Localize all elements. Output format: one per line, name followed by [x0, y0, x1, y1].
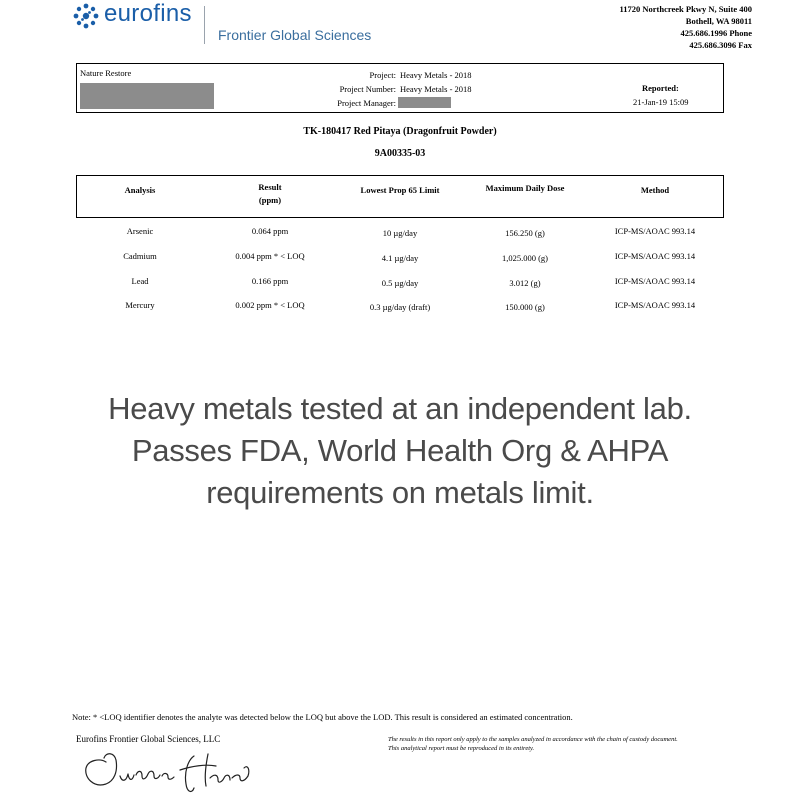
col-header-max-dose: Maximum Daily Dose: [485, 183, 565, 193]
cell-result: 0.002 ppm * < LOQ: [235, 300, 305, 310]
address-line: 11720 Northcreek Pkwy N, Suite 400: [619, 4, 752, 14]
logo-divider: [204, 6, 205, 44]
cell-limit: 0.3 µg/day (draft): [369, 302, 431, 312]
company-name: Eurofins Frontier Global Sciences, LLC: [76, 734, 221, 744]
cell-limit: 10 µg/day: [382, 228, 418, 238]
cell-dose: 3.012 (g): [509, 278, 541, 288]
table-row: [0, 276, 800, 290]
project-value: Heavy Metals - 2018: [400, 70, 472, 80]
brand-name: eurofins: [104, 0, 192, 27]
project-values: [400, 68, 472, 96]
sub-brand: Frontier Global Sciences: [218, 27, 372, 43]
col-header-analysis: Analysis: [124, 185, 156, 195]
project-number-value: Heavy Metals - 2018: [400, 84, 472, 94]
redacted-client-address: [80, 83, 214, 109]
statement-line: requirements on metals limit.: [206, 475, 594, 510]
redacted-project-manager: [398, 97, 451, 108]
cell-analysis: Cadmium: [123, 251, 157, 261]
eurofins-logo-icon: [73, 3, 99, 29]
col-header-method: Method: [640, 185, 670, 195]
cell-result: 0.004 ppm * < LOQ: [235, 251, 305, 261]
cell-method: ICP-MS/AOAC 993.14: [614, 251, 696, 261]
statement-line: Heavy metals tested at an independent lab.: [108, 391, 692, 426]
project-label: Project:: [369, 70, 396, 80]
table-row: [0, 300, 800, 314]
address-line: Bothell, WA 98011: [685, 16, 752, 26]
client-name: Nature Restore: [80, 68, 132, 78]
col-header-prop65: Lowest Prop 65 Limit: [360, 185, 440, 195]
promo-statement: [0, 388, 800, 514]
cell-method: ICP-MS/AOAC 993.14: [614, 276, 696, 286]
cell-analysis: Mercury: [125, 300, 155, 310]
cell-limit: 4.1 µg/day: [381, 253, 419, 263]
signature-icon: [76, 748, 256, 800]
loq-note: Note: * <LOQ identifier denotes the analyte was detected below the LOQ but above the LOD. This result is considered an estimated concentration.: [72, 712, 573, 722]
lab-address: [619, 3, 752, 51]
sample-id: 9A00335-03: [374, 148, 426, 159]
reported-date: 21-Jan-19 15:09: [633, 97, 689, 107]
reported-label: Reported:: [642, 83, 679, 93]
table-row: [0, 226, 800, 240]
col-header-result-line: Result: [258, 182, 282, 192]
cell-analysis: Lead: [131, 276, 149, 286]
fax-line: 425.686.3096 Fax: [689, 40, 752, 50]
phone-line: 425.686.1996 Phone: [680, 28, 752, 38]
cell-analysis: Arsenic: [126, 226, 154, 236]
project-labels: [270, 68, 396, 110]
cell-dose: 1,025.000 (g): [501, 253, 549, 263]
cell-method: ICP-MS/AOAC 993.14: [614, 226, 696, 236]
col-header-result: [215, 181, 325, 207]
cell-dose: 150.000 (g): [505, 302, 545, 312]
cell-result: 0.166 ppm: [251, 276, 289, 286]
report-disclaimer: The results in this report only apply to the samples analyzed in accordance with the chain of custody document. This analytical report must be reproduced in its entirety.: [388, 736, 678, 752]
cell-method: ICP-MS/AOAC 993.14: [614, 300, 696, 310]
col-header-result-unit: (ppm): [258, 195, 282, 205]
project-manager-label: Project Manager:: [337, 98, 396, 108]
sample-title: TK-180417 Red Pitaya (Dragonfruit Powder): [303, 126, 497, 137]
table-row: [0, 251, 800, 265]
project-number-label: Project Number:: [339, 84, 396, 94]
cell-dose: 156.250 (g): [505, 228, 545, 238]
statement-line: Passes FDA, World Health Org & AHPA: [131, 433, 669, 468]
cell-limit: 0.5 µg/day: [381, 278, 419, 288]
cell-result: 0.064 ppm: [251, 226, 289, 236]
